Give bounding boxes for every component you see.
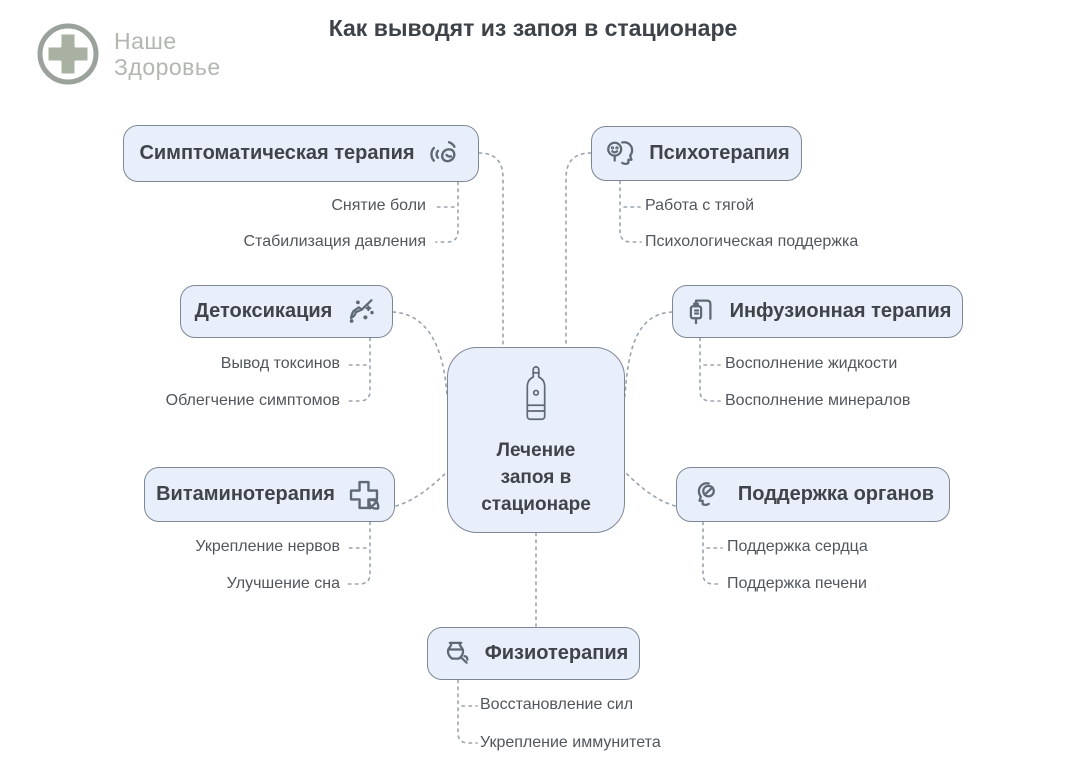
sub-item: Восполнение жидкости xyxy=(725,355,898,372)
branch-label: Симптоматическая терапия xyxy=(139,142,415,164)
branch-label: Поддержка органов xyxy=(737,483,935,505)
sub-item: Облегчение симптомов xyxy=(165,392,340,409)
branch-physiotherapy xyxy=(427,627,640,680)
logo-line2: Здоровье xyxy=(114,54,221,80)
head-support-icon xyxy=(692,477,728,513)
cupping-therapy-icon xyxy=(439,636,475,672)
sub-item: Вывод токсинов xyxy=(220,355,340,372)
sub-item: Улучшение сна xyxy=(226,575,340,592)
branch-organ-support xyxy=(676,467,950,522)
branch-vitamin-therapy xyxy=(144,467,395,522)
sub-item: Восстановление сил xyxy=(480,696,634,713)
psychotherapy-head-icon xyxy=(603,136,639,172)
champagne-bottle-icon xyxy=(520,363,552,427)
central-node xyxy=(447,347,625,533)
sub-item: Поддержка печени xyxy=(727,575,867,592)
logo-text xyxy=(114,28,221,80)
logo-line1: Наше xyxy=(114,28,177,54)
logo xyxy=(34,20,221,88)
branch-label: Витаминотерапия xyxy=(156,483,335,505)
branch-symptomatic-therapy xyxy=(123,125,479,182)
medical-cross-leaf-icon xyxy=(345,476,383,514)
sub-item: Стабилизация давления xyxy=(243,233,426,250)
branch-detox xyxy=(180,285,393,338)
branch-label: Физиотерапия xyxy=(484,642,629,664)
branch-label: Детоксикация xyxy=(194,300,333,322)
sub-item: Снятие боли xyxy=(331,197,426,214)
branch-psychotherapy xyxy=(591,126,802,181)
sub-item: Укрепление иммунитета xyxy=(480,734,661,751)
central-node-label: Лечение запоя в стационаре xyxy=(481,439,591,515)
sub-item: Укрепление нервов xyxy=(195,538,340,555)
sub-item: Восполнение минералов xyxy=(725,392,911,409)
iv-drip-icon xyxy=(684,294,720,330)
sub-item: Работа с тягой xyxy=(645,197,754,214)
headache-icon xyxy=(425,135,463,173)
branch-label: Инфузионная терапия xyxy=(729,300,952,322)
page-title: Как выводят из запоя в стационаре xyxy=(328,15,738,41)
broom-sparkles-icon xyxy=(342,294,378,330)
sub-item: Психологическая поддержка xyxy=(645,233,859,250)
medical-cross-logo-icon xyxy=(34,20,102,88)
branch-infusion-therapy xyxy=(672,285,963,338)
sub-item: Поддержка сердца xyxy=(727,538,868,555)
branch-label: Психотерапия xyxy=(649,142,790,164)
